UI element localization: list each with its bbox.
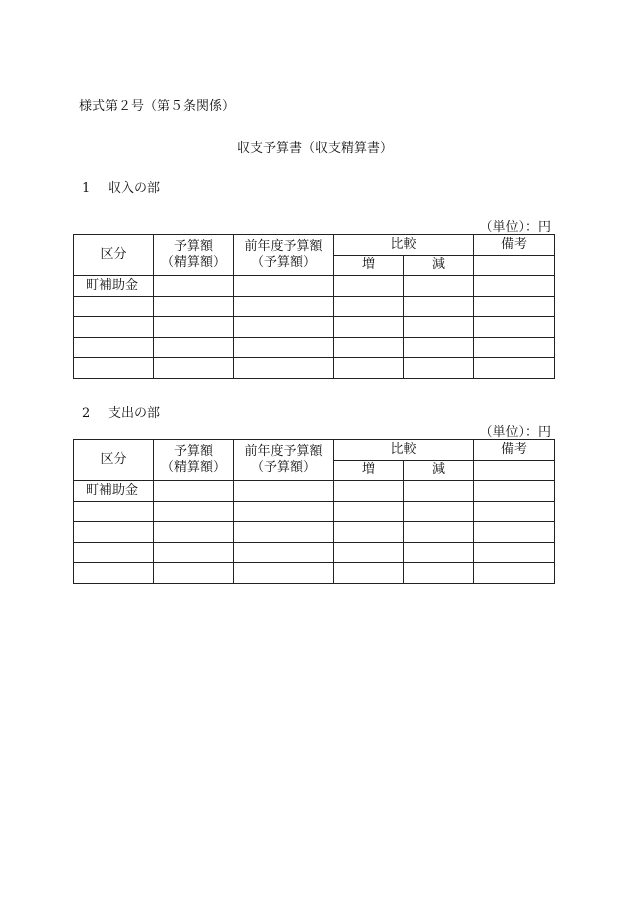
row-budget-cell[interactable] [154, 296, 234, 317]
header-comparison: 比較 [334, 440, 474, 461]
row-decrease-cell[interactable] [404, 276, 474, 297]
row-prev-budget-cell[interactable] [234, 522, 334, 543]
header-remarks-blank [474, 460, 555, 481]
row-remarks-cell[interactable] [474, 337, 555, 358]
row-prev-budget-cell[interactable] [234, 481, 334, 502]
row-decrease-cell[interactable] [404, 481, 474, 502]
row-budget-cell[interactable] [154, 358, 234, 379]
table-row [74, 317, 555, 338]
header-remarks-blank [474, 255, 555, 276]
row-remarks-cell[interactable] [474, 522, 555, 543]
header-prev-budget-sub: （予算額） [250, 255, 316, 270]
row-category-cell[interactable] [74, 337, 154, 358]
row-category-cell[interactable] [74, 522, 154, 543]
row-increase-cell[interactable] [334, 358, 404, 379]
header-prev-budget [234, 440, 334, 481]
form-number: 様式第２号（第５条関係） [79, 99, 236, 114]
row-prev-budget-cell[interactable] [234, 276, 334, 297]
header-decrease: 減 [404, 460, 474, 481]
row-remarks-cell[interactable] [474, 317, 555, 338]
table-row [74, 358, 555, 379]
row-category-cell[interactable] [74, 296, 154, 317]
row-remarks-cell[interactable] [474, 481, 555, 502]
document-title: 収支予算書（収支精算書） [236, 141, 393, 156]
table-row [74, 501, 555, 522]
table-row [74, 563, 555, 584]
row-budget-cell[interactable] [154, 317, 234, 338]
section-title: 支出の部 [108, 406, 161, 421]
row-prev-budget-cell[interactable] [234, 563, 334, 584]
expenditure-section-heading [82, 402, 160, 421]
header-decrease: 減 [404, 255, 474, 276]
income-table [73, 234, 555, 379]
section-number: 1 [82, 181, 91, 196]
row-remarks-cell[interactable] [474, 358, 555, 379]
section-number: 2 [82, 406, 91, 421]
section-title: 収入の部 [108, 181, 161, 196]
row-budget-cell[interactable] [154, 337, 234, 358]
header-prev-budget-sub: （予算額） [250, 460, 316, 475]
row-increase-cell[interactable] [334, 542, 404, 563]
row-increase-cell[interactable] [334, 317, 404, 338]
header-prev-budget-label: 前年度予算額 [244, 444, 323, 459]
row-budget-cell[interactable] [154, 542, 234, 563]
row-decrease-cell[interactable] [404, 501, 474, 522]
row-budget-cell[interactable] [154, 563, 234, 584]
header-category: 区分 [74, 235, 154, 276]
row-increase-cell[interactable] [334, 481, 404, 502]
row-remarks-cell[interactable] [474, 276, 555, 297]
row-remarks-cell[interactable] [474, 542, 555, 563]
row-category-cell[interactable] [74, 501, 154, 522]
table-row [74, 337, 555, 358]
header-increase: 増 [334, 460, 404, 481]
row-decrease-cell[interactable] [404, 522, 474, 543]
row-budget-cell[interactable] [154, 522, 234, 543]
row-budget-cell[interactable] [154, 276, 234, 297]
unit-note: （単位）：円 [479, 425, 551, 440]
header-remarks: 備考 [474, 235, 555, 256]
row-remarks-cell[interactable] [474, 296, 555, 317]
expenditure-table [73, 439, 555, 584]
header-budget-label: 予算額 [173, 239, 213, 254]
row-decrease-cell[interactable] [404, 542, 474, 563]
table-row [74, 296, 555, 317]
table-row [74, 276, 555, 297]
header-remarks: 備考 [474, 440, 555, 461]
header-budget [154, 235, 234, 276]
row-increase-cell[interactable] [334, 296, 404, 317]
row-prev-budget-cell[interactable] [234, 542, 334, 563]
row-increase-cell[interactable] [334, 501, 404, 522]
table-header-row [74, 440, 555, 461]
row-decrease-cell[interactable] [404, 296, 474, 317]
row-category-cell[interactable]: 町補助金 [74, 481, 154, 502]
table-row [74, 522, 555, 543]
header-prev-budget-label: 前年度予算額 [244, 239, 323, 254]
row-decrease-cell[interactable] [404, 563, 474, 584]
header-comparison: 比較 [334, 235, 474, 256]
row-prev-budget-cell[interactable] [234, 317, 334, 338]
row-increase-cell[interactable] [334, 276, 404, 297]
header-category: 区分 [74, 440, 154, 481]
header-budget [154, 440, 234, 481]
table-row [74, 542, 555, 563]
header-budget-label: 予算額 [173, 444, 213, 459]
header-budget-sub: （精算額） [160, 255, 226, 270]
row-prev-budget-cell[interactable] [234, 337, 334, 358]
unit-note: （単位）：円 [479, 220, 551, 235]
row-category-cell[interactable]: 町補助金 [74, 276, 154, 297]
header-budget-sub: （精算額） [160, 460, 226, 475]
table-row [74, 481, 555, 502]
table-header-row [74, 235, 555, 256]
row-category-cell[interactable] [74, 317, 154, 338]
row-decrease-cell[interactable] [404, 358, 474, 379]
row-increase-cell[interactable] [334, 337, 404, 358]
row-budget-cell[interactable] [154, 481, 234, 502]
row-decrease-cell[interactable] [404, 337, 474, 358]
row-decrease-cell[interactable] [404, 317, 474, 338]
row-remarks-cell[interactable] [474, 501, 555, 522]
row-category-cell[interactable] [74, 358, 154, 379]
row-budget-cell[interactable] [154, 501, 234, 522]
row-prev-budget-cell[interactable] [234, 358, 334, 379]
row-remarks-cell[interactable] [474, 563, 555, 584]
row-category-cell[interactable] [74, 563, 154, 584]
header-prev-budget [234, 235, 334, 276]
income-section-heading [82, 177, 160, 196]
header-increase: 増 [334, 255, 404, 276]
row-prev-budget-cell[interactable] [234, 501, 334, 522]
row-prev-budget-cell[interactable] [234, 296, 334, 317]
row-increase-cell[interactable] [334, 522, 404, 543]
row-increase-cell[interactable] [334, 563, 404, 584]
row-category-cell[interactable] [74, 542, 154, 563]
